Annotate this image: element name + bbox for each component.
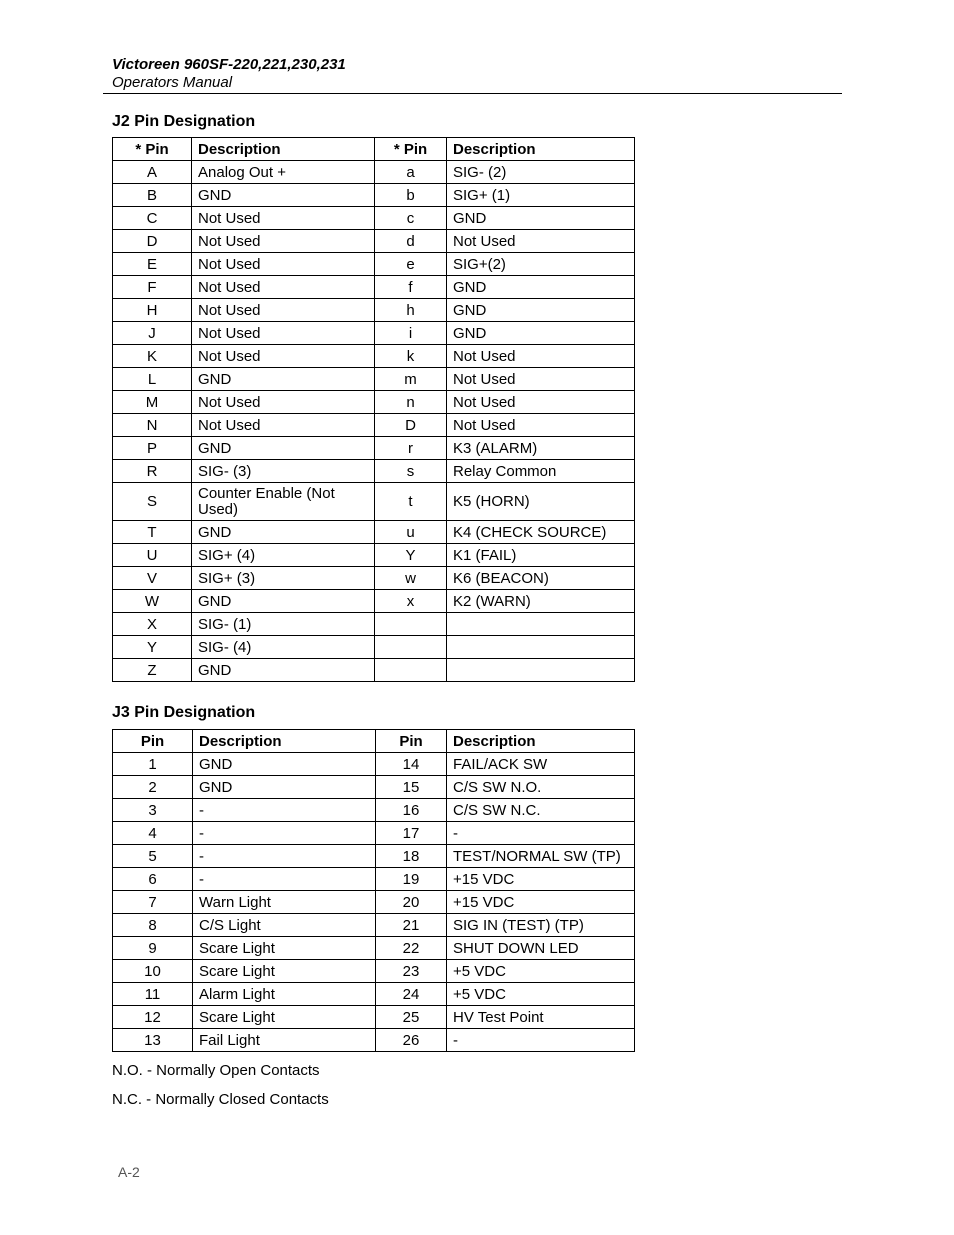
- description-cell: -: [447, 1029, 635, 1052]
- pin-cell: h: [375, 299, 447, 322]
- table-row: [113, 414, 635, 437]
- pin-cell: f: [375, 276, 447, 299]
- pin-cell: 17: [376, 822, 447, 845]
- description-cell: SHUT DOWN LED: [447, 937, 635, 960]
- pin-cell: 10: [113, 960, 193, 983]
- pin-cell: c: [375, 207, 447, 230]
- pin-cell: 7: [113, 891, 193, 914]
- description-cell: GND: [192, 659, 375, 682]
- description-cell: SIG+ (1): [447, 184, 635, 207]
- pin-cell: 25: [376, 1006, 447, 1029]
- table-row: [113, 753, 635, 776]
- description-cell: TEST/NORMAL SW (TP): [447, 845, 635, 868]
- description-cell: Not Used: [447, 368, 635, 391]
- j3-pin-table: [112, 729, 635, 1052]
- description-cell: K2 (WARN): [447, 590, 635, 613]
- table-row: [113, 891, 635, 914]
- description-cell: Not Used: [192, 253, 375, 276]
- description-cell: SIG- (3): [192, 460, 375, 483]
- description-cell: Not Used: [192, 207, 375, 230]
- pin-cell: L: [113, 368, 192, 391]
- pin-cell: B: [113, 184, 192, 207]
- pin-cell: Y: [113, 636, 192, 659]
- column-header: Description: [447, 730, 635, 753]
- pin-cell: b: [375, 184, 447, 207]
- j2-section-title: J2 Pin Designation: [112, 113, 256, 130]
- pin-cell: 24: [376, 983, 447, 1006]
- description-cell: GND: [447, 276, 635, 299]
- table-row: [113, 460, 635, 483]
- document-subtitle: Operators Manual: [112, 74, 233, 91]
- pin-cell: J: [113, 322, 192, 345]
- description-cell: Analog Out +: [192, 161, 375, 184]
- pin-cell: 20: [376, 891, 447, 914]
- description-cell: SIG IN (TEST) (TP): [447, 914, 635, 937]
- description-cell: -: [193, 845, 376, 868]
- table-row: [113, 521, 635, 544]
- column-header: Pin: [113, 730, 193, 753]
- pin-cell: C: [113, 207, 192, 230]
- description-cell: Not Used: [192, 276, 375, 299]
- description-cell: Not Used: [192, 322, 375, 345]
- description-cell: GND: [447, 299, 635, 322]
- pin-cell: k: [375, 345, 447, 368]
- column-header: Description: [193, 730, 376, 753]
- description-cell: C/S SW N.C.: [447, 799, 635, 822]
- pin-cell: 2: [113, 776, 193, 799]
- pin-cell: U: [113, 544, 192, 567]
- description-cell: Scare Light: [193, 960, 376, 983]
- description-cell: Scare Light: [193, 937, 376, 960]
- description-cell: SIG- (1): [192, 613, 375, 636]
- pin-cell: W: [113, 590, 192, 613]
- description-cell: GND: [447, 207, 635, 230]
- pin-cell: E: [113, 253, 192, 276]
- column-header: * Pin: [375, 138, 447, 161]
- table-row: [113, 776, 635, 799]
- table-row: [113, 960, 635, 983]
- description-cell: FAIL/ACK SW: [447, 753, 635, 776]
- description-cell: GND: [192, 368, 375, 391]
- table-row: [113, 322, 635, 345]
- pin-cell: 11: [113, 983, 193, 1006]
- pin-cell: 4: [113, 822, 193, 845]
- description-cell: K3 (ALARM): [447, 437, 635, 460]
- description-cell: SIG+ (4): [192, 544, 375, 567]
- pin-cell: 23: [376, 960, 447, 983]
- description-cell: [447, 659, 635, 682]
- column-header: Description: [447, 138, 635, 161]
- description-cell: [447, 636, 635, 659]
- description-cell: -: [193, 799, 376, 822]
- pin-cell: 9: [113, 937, 193, 960]
- note-normally-open: N.O. - Normally Open Contacts: [112, 1062, 320, 1079]
- page-header: [103, 56, 842, 94]
- table-row: [113, 345, 635, 368]
- table-row: [113, 391, 635, 414]
- pin-cell: 15: [376, 776, 447, 799]
- table-row: [113, 276, 635, 299]
- pin-cell: [375, 659, 447, 682]
- column-header: Pin: [376, 730, 447, 753]
- j3-section-title: J3 Pin Designation: [112, 704, 256, 721]
- table-row: [113, 636, 635, 659]
- description-cell: [447, 613, 635, 636]
- description-cell: Not Used: [192, 345, 375, 368]
- pin-cell: V: [113, 567, 192, 590]
- pin-cell: P: [113, 437, 192, 460]
- description-cell: Alarm Light: [193, 983, 376, 1006]
- pin-cell: K: [113, 345, 192, 368]
- table-row: [113, 207, 635, 230]
- table-row: [113, 230, 635, 253]
- column-header: * Pin: [113, 138, 192, 161]
- table-row: [113, 937, 635, 960]
- description-cell: Fail Light: [193, 1029, 376, 1052]
- pin-cell: T: [113, 521, 192, 544]
- description-cell: GND: [192, 437, 375, 460]
- pin-cell: x: [375, 590, 447, 613]
- description-cell: Not Used: [447, 391, 635, 414]
- description-cell: K1 (FAIL): [447, 544, 635, 567]
- description-cell: GND: [193, 776, 376, 799]
- description-cell: Scare Light: [193, 1006, 376, 1029]
- pin-cell: i: [375, 322, 447, 345]
- pin-cell: w: [375, 567, 447, 590]
- description-cell: SIG- (2): [447, 161, 635, 184]
- description-cell: K6 (BEACON): [447, 567, 635, 590]
- description-cell: -: [193, 822, 376, 845]
- table-row: [113, 161, 635, 184]
- pin-cell: 19: [376, 868, 447, 891]
- pin-cell: D: [375, 414, 447, 437]
- pin-cell: 5: [113, 845, 193, 868]
- description-cell: +5 VDC: [447, 960, 635, 983]
- description-cell: GND: [192, 184, 375, 207]
- table-row: [113, 544, 635, 567]
- description-cell: K5 (HORN): [447, 483, 635, 521]
- table-row: [113, 590, 635, 613]
- pin-cell: H: [113, 299, 192, 322]
- table-row: [113, 368, 635, 391]
- pin-cell: R: [113, 460, 192, 483]
- pin-cell: e: [375, 253, 447, 276]
- document-title: Victoreen 960SF-220,221,230,231: [112, 56, 346, 73]
- description-cell: K4 (CHECK SOURCE): [447, 521, 635, 544]
- description-cell: GND: [192, 521, 375, 544]
- pin-cell: Y: [375, 544, 447, 567]
- description-cell: +15 VDC: [447, 891, 635, 914]
- pin-cell: 26: [376, 1029, 447, 1052]
- pin-cell: 18: [376, 845, 447, 868]
- note-normally-closed: N.C. - Normally Closed Contacts: [112, 1091, 329, 1108]
- pin-cell: 13: [113, 1029, 193, 1052]
- description-cell: Not Used: [192, 299, 375, 322]
- description-cell: GND: [447, 322, 635, 345]
- pin-cell: D: [113, 230, 192, 253]
- j2-pin-table: [112, 137, 635, 682]
- description-cell: +5 VDC: [447, 983, 635, 1006]
- table-row: [113, 983, 635, 1006]
- description-cell: HV Test Point: [447, 1006, 635, 1029]
- table-row: [113, 184, 635, 207]
- table-header-row: [113, 138, 635, 161]
- pin-cell: m: [375, 368, 447, 391]
- table-row: [113, 1029, 635, 1052]
- pin-cell: 3: [113, 799, 193, 822]
- description-cell: C/S Light: [193, 914, 376, 937]
- description-cell: Counter Enable (Not Used): [192, 483, 375, 521]
- description-cell: Not Used: [192, 391, 375, 414]
- description-cell: Not Used: [447, 414, 635, 437]
- description-cell: SIG+ (3): [192, 567, 375, 590]
- description-cell: +15 VDC: [447, 868, 635, 891]
- table-row: [113, 914, 635, 937]
- pin-cell: Z: [113, 659, 192, 682]
- pin-cell: N: [113, 414, 192, 437]
- table-row: [113, 659, 635, 682]
- description-cell: Not Used: [192, 414, 375, 437]
- description-cell: Not Used: [447, 345, 635, 368]
- pin-cell: M: [113, 391, 192, 414]
- description-cell: Not Used: [192, 230, 375, 253]
- pin-cell: 8: [113, 914, 193, 937]
- description-cell: -: [447, 822, 635, 845]
- pin-cell: [375, 613, 447, 636]
- table-header-row: [113, 730, 635, 753]
- table-row: [113, 1006, 635, 1029]
- description-cell: GND: [193, 753, 376, 776]
- description-cell: SIG- (4): [192, 636, 375, 659]
- description-cell: C/S SW N.O.: [447, 776, 635, 799]
- table-row: [113, 822, 635, 845]
- description-cell: -: [193, 868, 376, 891]
- table-row: [113, 437, 635, 460]
- pin-cell: 6: [113, 868, 193, 891]
- pin-cell: 22: [376, 937, 447, 960]
- pin-cell: 16: [376, 799, 447, 822]
- description-cell: GND: [192, 590, 375, 613]
- pin-cell: d: [375, 230, 447, 253]
- pin-cell: F: [113, 276, 192, 299]
- pin-cell: a: [375, 161, 447, 184]
- table-row: [113, 868, 635, 891]
- page-number: A-2: [118, 1164, 140, 1180]
- pin-cell: S: [113, 483, 192, 521]
- pin-cell: 14: [376, 753, 447, 776]
- pin-cell: t: [375, 483, 447, 521]
- description-cell: Relay Common: [447, 460, 635, 483]
- pin-cell: X: [113, 613, 192, 636]
- table-row: [113, 253, 635, 276]
- table-row: [113, 299, 635, 322]
- column-header: Description: [192, 138, 375, 161]
- pin-cell: 21: [376, 914, 447, 937]
- description-cell: Warn Light: [193, 891, 376, 914]
- table-row: [113, 845, 635, 868]
- pin-cell: 1: [113, 753, 193, 776]
- table-row: [113, 567, 635, 590]
- description-cell: Not Used: [447, 230, 635, 253]
- pin-cell: A: [113, 161, 192, 184]
- pin-cell: [375, 636, 447, 659]
- description-cell: SIG+(2): [447, 253, 635, 276]
- pin-cell: r: [375, 437, 447, 460]
- table-row: [113, 483, 635, 521]
- pin-cell: u: [375, 521, 447, 544]
- pin-cell: n: [375, 391, 447, 414]
- pin-cell: 12: [113, 1006, 193, 1029]
- table-row: [113, 799, 635, 822]
- pin-cell: s: [375, 460, 447, 483]
- table-row: [113, 613, 635, 636]
